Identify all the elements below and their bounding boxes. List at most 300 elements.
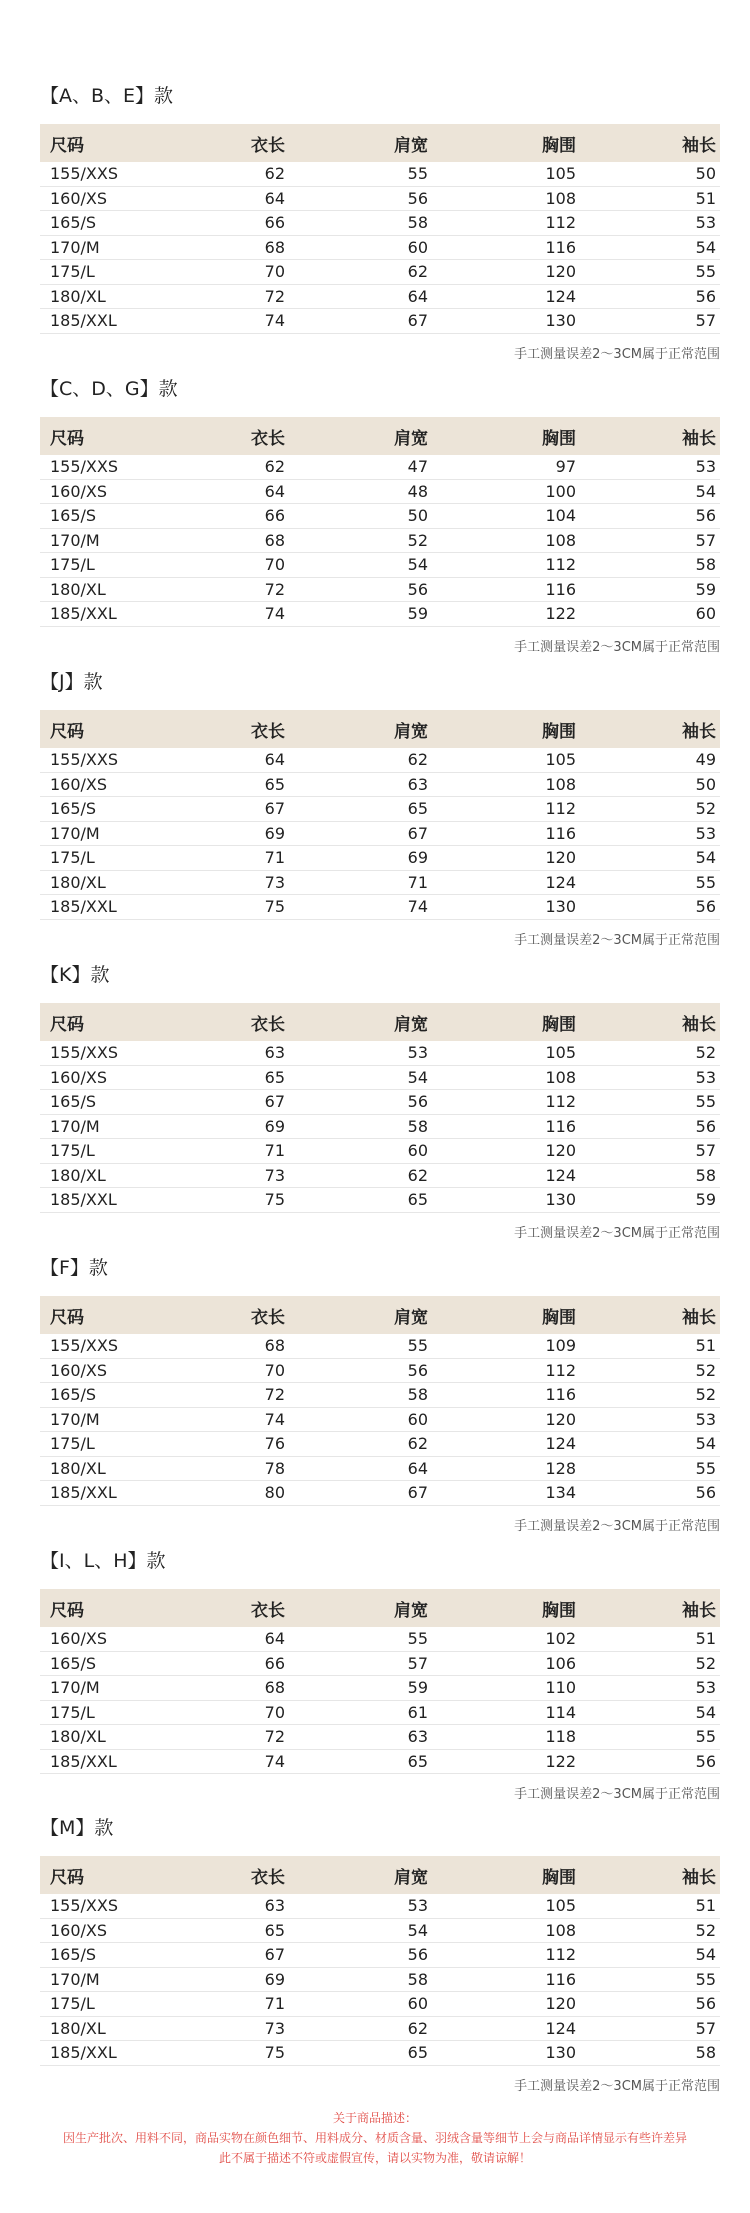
table-row	[40, 1090, 720, 1115]
table-cell: 124	[545, 286, 576, 306]
table-cell: 54	[695, 848, 716, 867]
table-cell: 112	[545, 1360, 576, 1380]
table-cell: 58	[407, 1969, 428, 1989]
table-cell: 120	[545, 1141, 576, 1160]
table-cell: 56	[695, 1994, 716, 2013]
table-cell: 53	[695, 1409, 716, 1429]
table-cell: 105	[545, 750, 576, 769]
table-cell: 58	[695, 2043, 716, 2062]
table-cell: 56	[695, 1751, 716, 1771]
table-cell: 53	[407, 1043, 428, 1062]
table-cell: 56	[407, 1360, 428, 1380]
table-row	[40, 797, 720, 822]
table-row	[40, 1750, 720, 1775]
section-title: 【A、B、E】款	[40, 85, 174, 107]
table-cell: 52	[695, 1043, 716, 1062]
table-cell: 75	[264, 897, 285, 916]
table-cell: 170/M	[50, 237, 100, 257]
column-header: 肩宽	[394, 1867, 428, 1888]
table-cell: 160/XS	[50, 1920, 108, 1940]
table-cell: 124	[545, 1165, 576, 1185]
column-header: 胸围	[542, 1600, 576, 1621]
table-cell: 185/XXL	[50, 1483, 117, 1502]
section-title: 【J】款	[40, 671, 103, 693]
table-cell: 165/S	[50, 1385, 97, 1404]
size-table-section	[40, 1812, 720, 2096]
table-cell: 55	[695, 1969, 716, 1989]
table-row	[40, 895, 720, 920]
table-cell: 62	[407, 2018, 428, 2038]
table-cell: 165/S	[50, 1092, 97, 1111]
table-cell: 97	[555, 457, 576, 476]
table-cell: 64	[407, 1458, 428, 1478]
column-header: 袖长	[682, 1867, 716, 1888]
measurement-note: 手工测量误差2～3CM属于正常范围	[514, 932, 720, 948]
table-cell: 185/XXL	[50, 897, 117, 916]
table-row	[40, 1725, 720, 1750]
column-header: 肩宽	[394, 721, 428, 742]
measurement-note: 手工测量误差2～3CM属于正常范围	[514, 2078, 720, 2094]
table-row	[40, 285, 720, 310]
table-cell: 55	[407, 164, 428, 183]
column-header: 肩宽	[394, 1600, 428, 1621]
table-cell: 60	[407, 1141, 428, 1160]
table-cell: 116	[545, 237, 576, 257]
table-cell: 54	[407, 1067, 428, 1087]
table-cell: 60	[407, 1409, 428, 1429]
column-header: 袖长	[682, 135, 716, 156]
size-table-section	[40, 1252, 720, 1536]
table-cell: 65	[264, 1067, 285, 1087]
table-cell: 66	[264, 213, 285, 232]
table-header	[40, 1296, 720, 1334]
table-cell: 180/XL	[50, 1458, 106, 1478]
table-cell: 49	[695, 750, 716, 769]
table-cell: 58	[407, 1116, 428, 1136]
table-cell: 67	[264, 1092, 285, 1111]
table-header	[40, 1856, 720, 1894]
table-cell: 62	[407, 262, 428, 281]
table-cell: 65	[264, 1920, 285, 1940]
column-header: 尺码	[50, 428, 84, 449]
table-cell: 130	[545, 1190, 576, 1209]
table-row	[40, 529, 720, 554]
table-row	[40, 602, 720, 627]
table-cell: 59	[695, 1190, 716, 1209]
table-cell: 69	[264, 1116, 285, 1136]
table-cell: 73	[264, 2018, 285, 2038]
table-row	[40, 846, 720, 871]
table-cell: 124	[545, 2018, 576, 2038]
table-row	[40, 260, 720, 285]
table-cell: 105	[545, 164, 576, 183]
table-cell: 57	[695, 530, 716, 550]
table-row	[40, 1115, 720, 1140]
table-cell: 73	[264, 1165, 285, 1185]
table-cell: 170/M	[50, 1409, 100, 1429]
table-cell: 62	[407, 1434, 428, 1453]
table-row	[40, 1481, 720, 1506]
table-cell: 63	[264, 1043, 285, 1062]
table-row	[40, 236, 720, 261]
table-cell: 64	[407, 286, 428, 306]
table-cell: 58	[407, 213, 428, 232]
table-cell: 170/M	[50, 823, 100, 843]
section-title: 【K】款	[40, 964, 110, 986]
table-cell: 170/M	[50, 1969, 100, 1989]
column-header: 袖长	[682, 428, 716, 449]
table-cell: 67	[407, 1483, 428, 1502]
table-cell: 60	[407, 1994, 428, 2013]
table-cell: 160/XS	[50, 1067, 108, 1087]
table-cell: 60	[695, 604, 716, 623]
table-cell: 69	[264, 1969, 285, 1989]
table-row	[40, 504, 720, 529]
table-cell: 180/XL	[50, 2018, 106, 2038]
table-cell: 52	[695, 799, 716, 818]
table-row	[40, 553, 720, 578]
section-title: 【I、L、H】款	[40, 1550, 166, 1572]
table-cell: 52	[695, 1360, 716, 1380]
table-cell: 160/XS	[50, 774, 108, 794]
table-cell: 53	[695, 457, 716, 476]
table-row	[40, 1066, 720, 1091]
measurement-note: 手工测量误差2～3CM属于正常范围	[514, 1518, 720, 1534]
table-row	[40, 578, 720, 603]
table-cell: 165/S	[50, 506, 97, 525]
table-cell: 47	[407, 457, 428, 476]
column-header: 胸围	[542, 1867, 576, 1888]
table-cell: 109	[545, 1336, 576, 1355]
table-cell: 130	[545, 897, 576, 916]
table-cell: 70	[264, 555, 285, 574]
table-cell: 65	[407, 2043, 428, 2062]
table-cell: 120	[545, 1409, 576, 1429]
table-cell: 180/XL	[50, 579, 106, 599]
table-cell: 57	[407, 1653, 428, 1673]
table-cell: 67	[264, 1945, 285, 1964]
column-header: 尺码	[50, 1307, 84, 1328]
table-cell: 170/M	[50, 1678, 100, 1697]
table-cell: 112	[545, 213, 576, 232]
size-table-section	[40, 373, 720, 657]
section-title: 【M】款	[40, 1817, 114, 1839]
table-cell: 62	[264, 164, 285, 183]
table-cell: 75	[264, 1190, 285, 1209]
table-header	[40, 124, 720, 162]
table-row	[40, 455, 720, 480]
table-row	[40, 822, 720, 847]
table-cell: 62	[407, 1165, 428, 1185]
table-cell: 116	[545, 1969, 576, 1989]
table-cell: 52	[695, 1653, 716, 1673]
table-cell: 56	[407, 1092, 428, 1111]
table-row	[40, 1432, 720, 1457]
table-cell: 180/XL	[50, 286, 106, 306]
table-cell: 68	[264, 1678, 285, 1697]
table-cell: 110	[545, 1678, 576, 1697]
size-table-section	[40, 666, 720, 950]
column-header: 衣长	[251, 1014, 285, 1035]
table-header	[40, 710, 720, 748]
table-cell: 76	[264, 1434, 285, 1453]
table-cell: 155/XXS	[50, 1896, 119, 1915]
table-cell: 53	[695, 1678, 716, 1697]
table-cell: 120	[545, 848, 576, 867]
table-cell: 108	[545, 530, 576, 550]
table-cell: 50	[695, 164, 716, 183]
table-row	[40, 748, 720, 773]
table-cell: 55	[695, 1092, 716, 1111]
table-cell: 124	[545, 872, 576, 892]
table-cell: 63	[407, 774, 428, 794]
table-row	[40, 1992, 720, 2017]
table-cell: 55	[695, 262, 716, 281]
table-cell: 52	[695, 1920, 716, 1940]
table-cell: 61	[407, 1702, 428, 1722]
table-cell: 73	[264, 872, 285, 892]
table-cell: 54	[695, 1434, 716, 1453]
table-cell: 155/XXS	[50, 164, 119, 183]
table-cell: 64	[264, 188, 285, 208]
column-header: 肩宽	[394, 428, 428, 449]
table-cell: 185/XXL	[50, 311, 117, 330]
table-row	[40, 1041, 720, 1066]
table-header	[40, 1589, 720, 1627]
table-row	[40, 1359, 720, 1384]
table-cell: 56	[407, 188, 428, 208]
column-header: 尺码	[50, 721, 84, 742]
column-header: 肩宽	[394, 1014, 428, 1035]
table-cell: 56	[695, 506, 716, 525]
table-cell: 112	[545, 1092, 576, 1111]
table-cell: 55	[407, 1336, 428, 1355]
table-cell: 74	[407, 897, 428, 916]
table-header	[40, 1003, 720, 1041]
table-cell: 56	[695, 897, 716, 916]
table-cell: 160/XS	[50, 481, 108, 501]
table-cell: 58	[407, 1385, 428, 1404]
column-header: 衣长	[251, 135, 285, 156]
table-cell: 75	[264, 2043, 285, 2062]
table-cell: 51	[695, 188, 716, 208]
table-cell: 160/XS	[50, 1360, 108, 1380]
table-cell: 108	[545, 1920, 576, 1940]
table-cell: 56	[695, 1483, 716, 1502]
table-row	[40, 1188, 720, 1213]
table-cell: 100	[545, 481, 576, 501]
column-header: 衣长	[251, 1307, 285, 1328]
table-cell: 185/XXL	[50, 604, 117, 623]
table-cell: 118	[545, 1727, 576, 1746]
table-row	[40, 773, 720, 798]
table-row	[40, 1894, 720, 1919]
table-cell: 124	[545, 1434, 576, 1453]
column-header: 袖长	[682, 721, 716, 742]
table-cell: 175/L	[50, 1994, 95, 2013]
product-description-notice	[0, 2108, 750, 2168]
table-cell: 74	[264, 1409, 285, 1429]
table-cell: 59	[695, 579, 716, 599]
table-cell: 63	[264, 1896, 285, 1915]
table-cell: 74	[264, 1751, 285, 1771]
table-row	[40, 1383, 720, 1408]
table-cell: 68	[264, 530, 285, 550]
table-cell: 55	[695, 872, 716, 892]
column-header: 胸围	[542, 1014, 576, 1035]
column-header: 尺码	[50, 1014, 84, 1035]
table-cell: 180/XL	[50, 1165, 106, 1185]
table-cell: 116	[545, 579, 576, 599]
table-cell: 54	[695, 1702, 716, 1722]
table-cell: 70	[264, 1702, 285, 1722]
table-cell: 66	[264, 506, 285, 525]
column-header: 衣长	[251, 1600, 285, 1621]
table-cell: 51	[695, 1896, 716, 1915]
table-cell: 48	[407, 481, 428, 501]
table-cell: 53	[695, 823, 716, 843]
table-cell: 57	[695, 2018, 716, 2038]
table-cell: 72	[264, 286, 285, 306]
table-cell: 53	[695, 1067, 716, 1087]
table-cell: 80	[264, 1483, 285, 1502]
table-row	[40, 309, 720, 334]
table-cell: 114	[545, 1702, 576, 1722]
table-cell: 56	[407, 579, 428, 599]
table-cell: 160/XS	[50, 188, 108, 208]
table-cell: 165/S	[50, 1653, 97, 1673]
table-cell: 155/XXS	[50, 457, 119, 476]
table-cell: 56	[407, 1945, 428, 1964]
table-cell: 53	[407, 1896, 428, 1915]
table-cell: 105	[545, 1896, 576, 1915]
table-cell: 52	[695, 1385, 716, 1404]
table-cell: 108	[545, 1067, 576, 1087]
table-cell: 108	[545, 774, 576, 794]
table-cell: 51	[695, 1629, 716, 1648]
table-cell: 74	[264, 311, 285, 330]
table-cell: 65	[264, 774, 285, 794]
table-cell: 56	[695, 1116, 716, 1136]
table-cell: 155/XXS	[50, 750, 119, 769]
table-cell: 120	[545, 1994, 576, 2013]
table-cell: 180/XL	[50, 1727, 106, 1746]
column-header: 衣长	[251, 721, 285, 742]
table-cell: 180/XL	[50, 872, 106, 892]
table-cell: 130	[545, 311, 576, 330]
table-cell: 54	[695, 1945, 716, 1964]
table-cell: 68	[264, 1336, 285, 1355]
table-cell: 155/XXS	[50, 1043, 119, 1062]
table-row	[40, 2041, 720, 2066]
table-row	[40, 1627, 720, 1652]
table-cell: 116	[545, 823, 576, 843]
table-cell: 165/S	[50, 1945, 97, 1964]
table-cell: 72	[264, 1385, 285, 1404]
table-row	[40, 1968, 720, 1993]
table-cell: 60	[407, 237, 428, 257]
table-cell: 185/XXL	[50, 1190, 117, 1209]
table-row	[40, 187, 720, 212]
table-cell: 50	[695, 774, 716, 794]
section-title: 【F】款	[40, 1257, 108, 1279]
table-cell: 59	[407, 1678, 428, 1697]
table-cell: 185/XXL	[50, 1751, 117, 1771]
table-cell: 72	[264, 579, 285, 599]
table-cell: 175/L	[50, 1434, 95, 1453]
size-table-section	[40, 959, 720, 1243]
table-cell: 122	[545, 1751, 576, 1771]
table-row	[40, 1943, 720, 1968]
table-cell: 71	[407, 872, 428, 892]
table-cell: 66	[264, 1653, 285, 1673]
table-cell: 62	[264, 457, 285, 476]
table-cell: 64	[264, 481, 285, 501]
table-cell: 175/L	[50, 1702, 95, 1722]
column-header: 胸围	[542, 135, 576, 156]
table-cell: 55	[695, 1727, 716, 1746]
column-header: 衣长	[251, 1867, 285, 1888]
table-cell: 155/XXS	[50, 1336, 119, 1355]
table-cell: 58	[695, 1165, 716, 1185]
column-header: 胸围	[542, 428, 576, 449]
column-header: 袖长	[682, 1307, 716, 1328]
table-cell: 70	[264, 262, 285, 281]
column-header: 尺码	[50, 135, 84, 156]
table-row	[40, 1164, 720, 1189]
table-row	[40, 1701, 720, 1726]
table-row	[40, 1139, 720, 1164]
table-cell: 54	[695, 481, 716, 501]
table-cell: 130	[545, 2043, 576, 2062]
column-header: 肩宽	[394, 135, 428, 156]
table-cell: 57	[695, 311, 716, 330]
table-cell: 65	[407, 1190, 428, 1209]
table-cell: 78	[264, 1458, 285, 1478]
table-cell: 58	[695, 555, 716, 574]
table-row	[40, 2017, 720, 2042]
table-cell: 55	[407, 1629, 428, 1648]
table-cell: 116	[545, 1116, 576, 1136]
measurement-note: 手工测量误差2～3CM属于正常范围	[514, 1225, 720, 1241]
table-cell: 116	[545, 1385, 576, 1404]
table-row	[40, 1457, 720, 1482]
table-cell: 57	[695, 1141, 716, 1160]
column-header: 胸围	[542, 1307, 576, 1328]
measurement-note: 手工测量误差2～3CM属于正常范围	[514, 1787, 720, 1802]
table-cell: 67	[407, 823, 428, 843]
table-cell: 170/M	[50, 1116, 100, 1136]
table-cell: 112	[545, 1945, 576, 1964]
column-header: 胸围	[542, 721, 576, 742]
table-cell: 185/XXL	[50, 2043, 117, 2062]
table-cell: 65	[407, 1751, 428, 1771]
table-row	[40, 871, 720, 896]
table-cell: 106	[545, 1653, 576, 1673]
column-header: 袖长	[682, 1014, 716, 1035]
table-cell: 105	[545, 1043, 576, 1062]
table-row	[40, 211, 720, 236]
table-row	[40, 1919, 720, 1944]
table-cell: 170/M	[50, 530, 100, 550]
notice-title: 关于商品描述：	[332, 2111, 417, 2125]
table-cell: 64	[264, 1629, 285, 1648]
size-table-section	[40, 80, 720, 364]
table-cell: 65	[407, 799, 428, 818]
column-header: 肩宽	[394, 1307, 428, 1328]
table-cell: 71	[264, 1994, 285, 2013]
table-row	[40, 1676, 720, 1701]
